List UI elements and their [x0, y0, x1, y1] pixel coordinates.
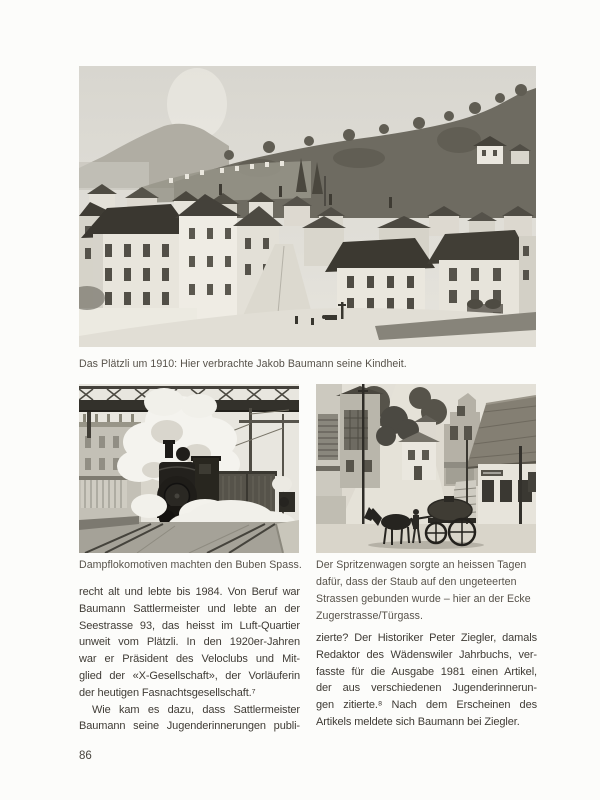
body-line: zierte? Der Historiker Peter Ziegler, damals	[316, 632, 537, 644]
body-line: war er Präsident des Veloclubs und Mit-	[79, 653, 300, 666]
haze-lake	[79, 162, 149, 190]
body-line: Baumann Sattlermeister und lebte an der	[79, 602, 300, 615]
caption-main: Das Plätzli um 1910: Hier verbrachte Jakob Baumann seine Kindheit.	[79, 358, 407, 370]
body-line: der aus verschiedenen Jugenderinnerun-	[316, 682, 537, 695]
center-white-house	[398, 432, 440, 480]
photo-steam-locomotive	[79, 384, 299, 553]
caption-spritzenwagen-line: dafür, dass der Staub auf den ungeteerten	[316, 575, 517, 588]
text-column-left	[79, 584, 300, 735]
caption-spritzenwagen	[316, 557, 544, 625]
caption-locomotive: Dampflokomotiven machten den Buben Spass.	[79, 559, 302, 571]
right-building-shopfront	[478, 464, 536, 524]
body-line: Seestrasse 93, das heisst im Luft-Quartier	[79, 619, 300, 632]
caption-spritzenwagen-line: Der Spritzenwagen sorgte an heissen Tagen	[316, 559, 527, 571]
photo-plaetzli-village	[79, 66, 536, 347]
plaetzli-illustration	[79, 66, 536, 347]
spritzenwagen-illustration	[316, 384, 536, 553]
body-line: Wie kam es dazu, dass Sattlermeister	[92, 703, 300, 716]
caption-spritzenwagen-line: Strassen gebunden wurde – hier an der Ecke	[316, 592, 531, 605]
body-line: Artikels meldete sich Baumann bei Ziegler.	[316, 715, 520, 728]
body-line: recht alt und lebte bis 1984. Von Beruf war	[79, 586, 300, 598]
page-number: 86	[79, 750, 92, 762]
body-line: Redaktor des Wädenswiler Jahrbuchs, ver-	[316, 648, 537, 661]
body-line: unweit vom Plätzli. In den 1920er-Jahren	[79, 636, 300, 649]
body-line: gen zitierte.⁸ Nach dem Erscheinen des	[316, 699, 537, 712]
body-line: fasste für die Ausgabe 1981 einen Artikel,	[316, 665, 537, 678]
body-line: der heutigen Fasnachtsgesellschaft.⁷	[79, 686, 256, 699]
text-column-right	[316, 630, 537, 731]
photo-spritzenwagen-street	[316, 384, 536, 553]
body-line: glied der «X-Gesellschaft», der Vorläuferin	[79, 669, 300, 682]
caption-spritzenwagen-line: Zugerstrasse/Türgass.	[316, 609, 424, 622]
body-line: Baumann seine Jugenderinnerungen publi-	[79, 720, 300, 733]
locomotive-illustration	[79, 384, 299, 553]
